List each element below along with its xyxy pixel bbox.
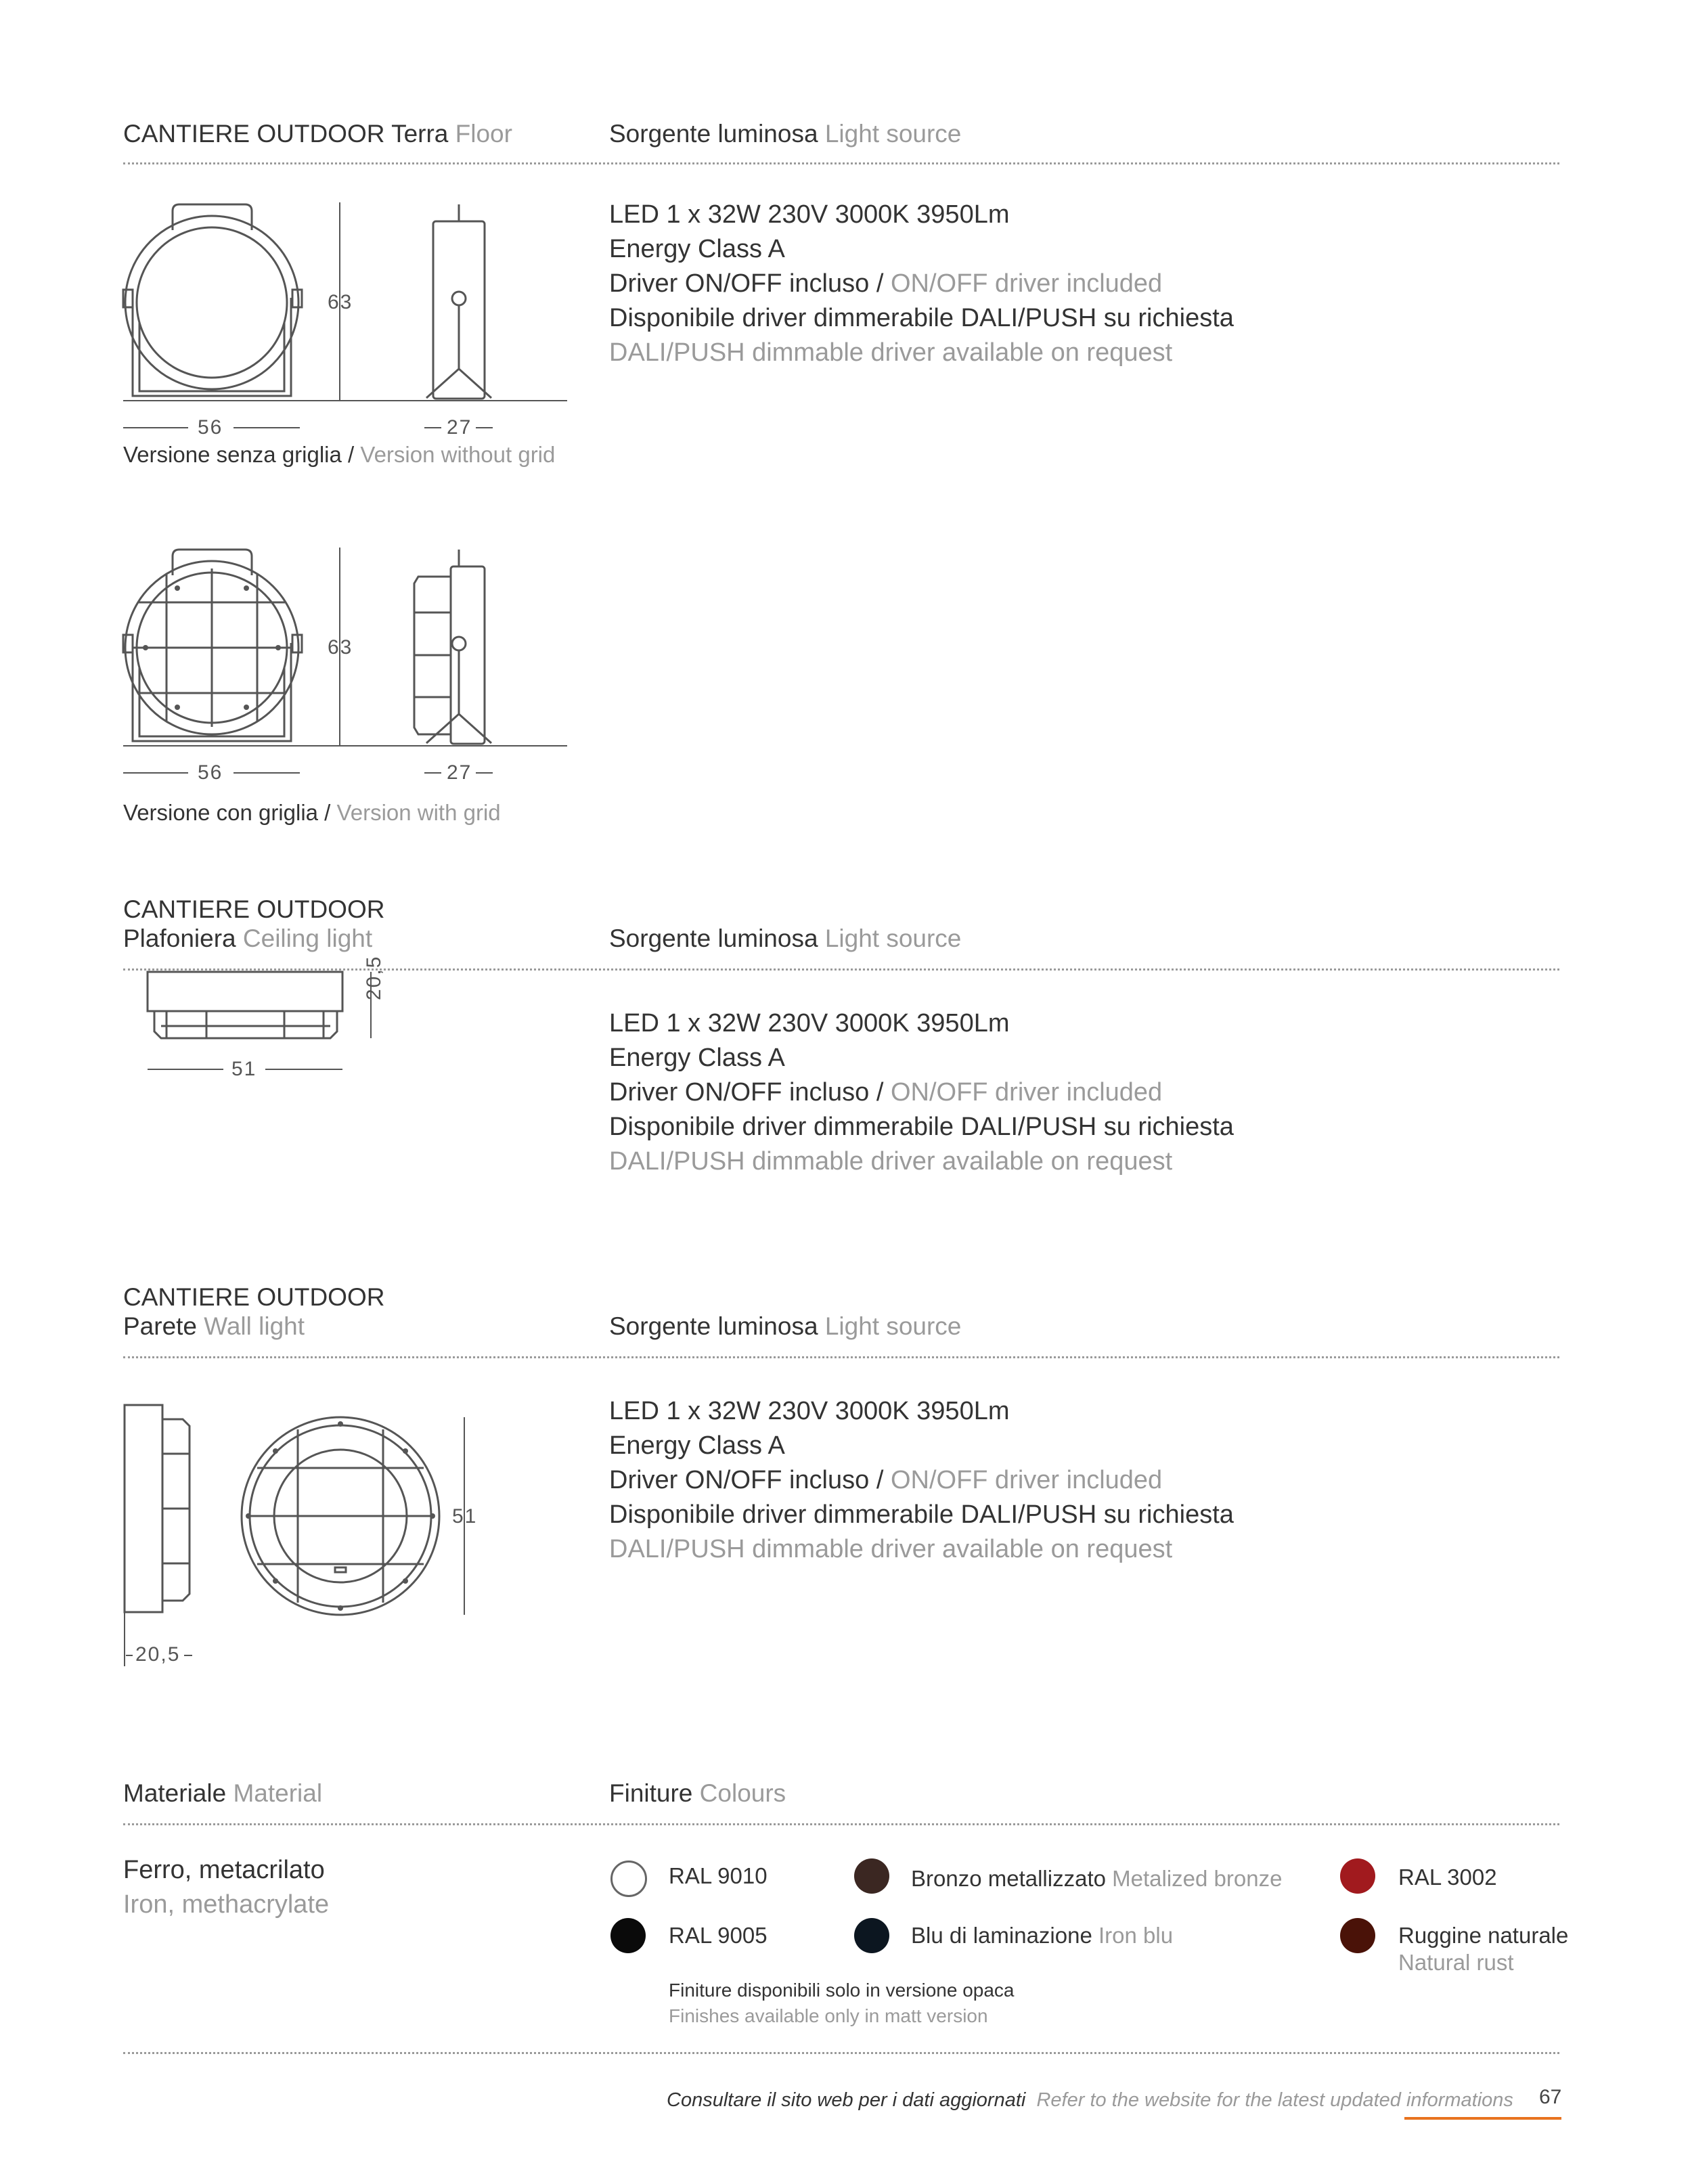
spec-energy-class: Energy Class A [609,1044,785,1072]
floor2-dim-height: 63 [328,636,353,659]
material-heading [123,1779,322,1808]
spec-energy-class: Energy Class A [609,235,785,263]
wall-specs [609,1394,1234,1567]
spec-driver-dark: Driver ON/OFF incluso / [609,1078,884,1107]
floor-title-light: Floor [455,120,512,148]
floor-title-dark: CANTIERE OUTDOOR Terra [123,120,449,148]
material-title-light: Material [233,1779,323,1807]
finish-label-metalized-bronze [911,1865,1282,1892]
swatch-natural-rust[interactable] [1340,1918,1375,1953]
finish-bronze-light: Metalized bronze [1112,1866,1283,1891]
finish-blu-dark: Blu di laminazione [911,1923,1092,1948]
wall-title-line1: CANTIERE OUTDOOR [123,1283,385,1311]
footer-text-dark: Consultare il sito web per i dati aggiornati [667,2089,1026,2111]
finishes-note-light: Finishes available only in matt version [669,2005,988,2026]
material-value-light: Iron, methacrylate [123,1890,330,1919]
floor1-dim-depth: 27 [447,416,472,439]
ceiling-title-line1: CANTIERE OUTDOOR [123,895,385,923]
version2-dark: Versione con griglia / [123,800,331,825]
wall-title-dark: Parete [123,1312,198,1340]
ceiling-source-light: Light source [824,924,962,952]
finish-label-iron-blu [911,1922,1173,1949]
material-divider [123,1823,1559,1825]
spec-driver [609,1463,1234,1498]
footer-note [667,2088,1513,2112]
finish-label-ral-9010: RAL 9010 [669,1863,768,1888]
spec-dimmable-it: Disponibile driver dimmerabile DALI/PUSH su richiesta [609,1500,1234,1529]
ceiling-title-dark: Plafoniera [123,924,236,952]
ceiling-dim-height: 20,5 [363,955,385,1000]
finish-label-ral-9005: RAL 9005 [669,1923,768,1948]
wall-source-dark: Sorgente luminosa [609,1312,818,1340]
swatch-ral-9010[interactable] [610,1860,647,1897]
material-value [123,1853,329,1922]
finish-rust-light: Natural rust [1398,1950,1514,1975]
swatch-iron-blu[interactable] [854,1918,889,1953]
ceiling-title-light: Ceiling light [242,924,373,952]
floor-source-dark: Sorgente luminosa [609,120,818,148]
spec-energy-class: Energy Class A [609,1431,785,1460]
material-value-dark: Ferro, metacrilato [123,1856,325,1884]
finish-label-ral-3002: RAL 3002 [1398,1865,1497,1890]
spec-dimmable-it: Disponibile driver dimmerabile DALI/PUSH su richiesta [609,1113,1234,1141]
finishes-title-dark: Finiture [609,1779,693,1807]
floor2-dim-depth: 27 [447,761,472,784]
finish-label-natural-rust [1398,1922,1568,1976]
finishes-heading [609,1779,786,1808]
wall-dim-height: 51 [452,1505,478,1528]
spec-dimmable-it: Disponibile driver dimmerabile DALI/PUSH su richiesta [609,304,1234,332]
ceiling-dim-width: 51 [231,1058,257,1080]
finishes-note-dark: Finiture disponibili solo in versione opaca [669,1980,1015,2001]
spec-driver-light: ON/OFF driver included [890,1466,1163,1494]
version1-light: Version without grid [360,442,556,467]
spec-led: LED 1 x 32W 230V 3000K 3950Lm [609,1009,1010,1038]
swatch-ral-9005[interactable] [610,1918,646,1953]
finish-blu-light: Iron blu [1098,1923,1174,1948]
swatch-metalized-bronze[interactable] [854,1858,889,1894]
version2-light: Version with grid [336,800,501,825]
spec-led: LED 1 x 32W 230V 3000K 3950Lm [609,200,1010,229]
page-number: 67 [1539,2086,1562,2108]
spec-driver-light: ON/OFF driver included [890,269,1163,298]
spec-dimmable-en: DALI/PUSH dimmable driver available on request [609,1147,1173,1176]
finishes-note [669,1978,1015,2029]
finishes-title-light: Colours [699,1779,786,1807]
spec-driver-light: ON/OFF driver included [890,1078,1163,1107]
finish-rust-dark: Ruggine naturale [1398,1923,1569,1948]
wall-source-light: Light source [824,1312,962,1340]
spec-dimmable-en: DALI/PUSH dimmable driver available on request [609,1535,1173,1563]
spec-driver-dark: Driver ON/OFF incluso / [609,1466,884,1494]
material-title-dark: Materiale [123,1779,227,1807]
swatch-ral-3002[interactable] [1340,1858,1375,1894]
wall-dim-depth: 20,5 [135,1643,181,1666]
floor1-dim-height: 63 [328,291,353,313]
floor1-dim-width: 56 [198,416,223,439]
footer-accent-line [1404,2117,1561,2120]
footer-text-light: Refer to the website for the latest updated informations [1036,2089,1513,2111]
floor-source-light: Light source [824,120,962,148]
version1-dark: Versione senza griglia / [123,442,355,467]
wall-title-light: Wall light [204,1312,305,1340]
ceiling-source-dark: Sorgente luminosa [609,924,818,952]
spec-driver-dark: Driver ON/OFF incluso / [609,269,884,298]
floor2-dim-width: 56 [198,761,223,784]
bottom-divider [123,2052,1559,2054]
spec-dimmable-en: DALI/PUSH dimmable driver available on request [609,338,1173,367]
finish-bronze-dark: Bronzo metallizzato [911,1866,1106,1891]
spec-led: LED 1 x 32W 230V 3000K 3950Lm [609,1397,1010,1425]
